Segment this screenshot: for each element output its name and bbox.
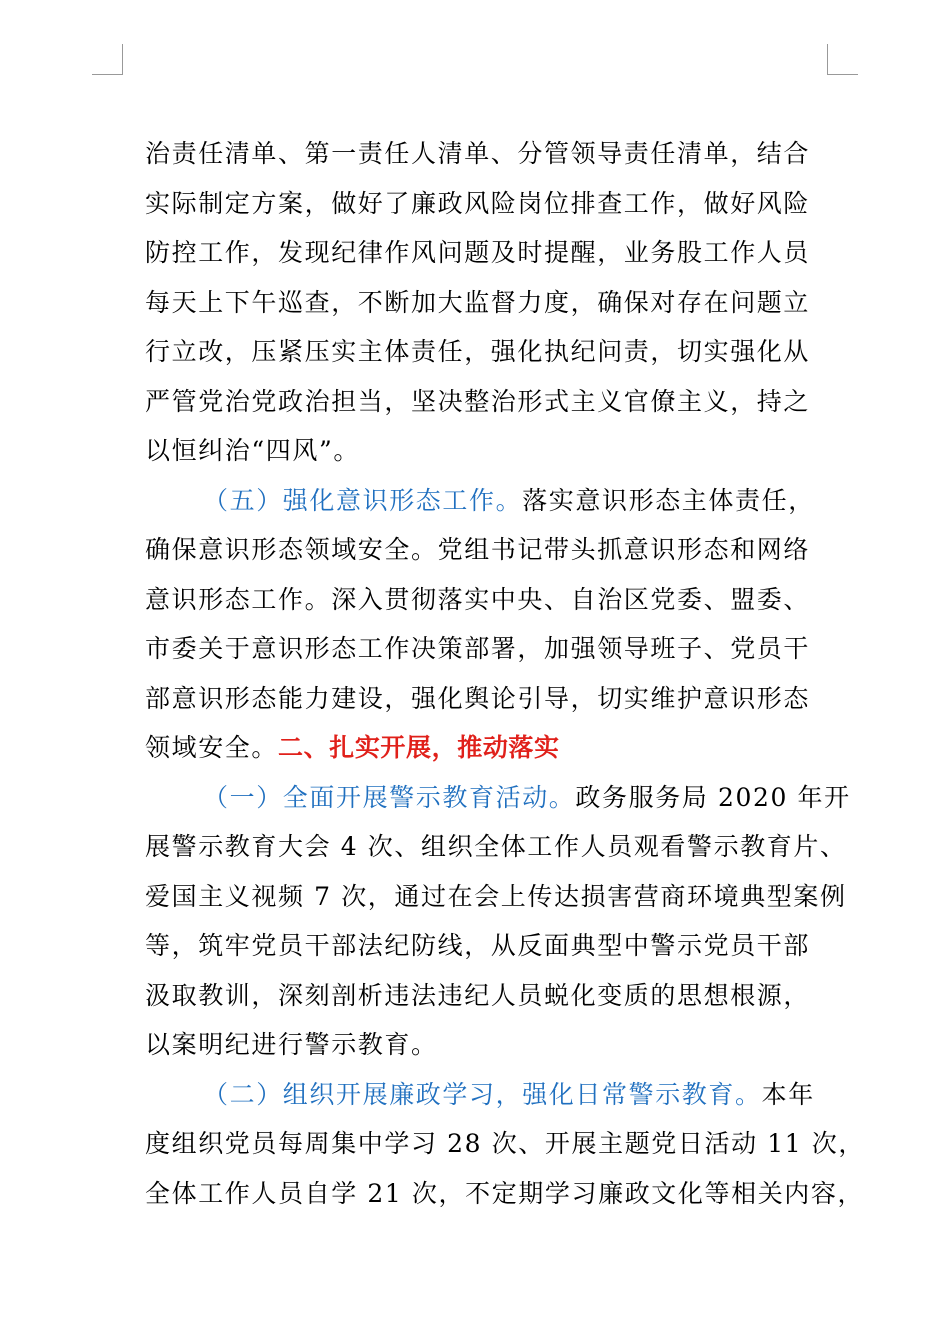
paragraph-text: 政务服务局 2020 年开 [575,782,851,812]
paragraph-line: 每天上下午巡查，不断加大监督力度，确保对存在问题立 [145,287,811,317]
paragraph-line: 确保意识形态领域安全。党组书记带头抓意识形态和网络 [145,535,811,564]
paragraph-line: 部意识形态能力建设，强化舆论引导，切实维护意识形态 [145,683,811,713]
paragraph-line: 全体工作人员自学 21 次，不定期学习廉政文化等相关内容， [145,1178,865,1208]
subheading-warning-education: （一）全面开展警示教育活动。 [203,782,576,812]
crop-mark-top-right [827,44,858,75]
paragraph-line: 防控工作，发现纪律作风问题及时提醒，业务股工作人员 [145,238,811,267]
paragraph-text: 本年 [761,1079,815,1109]
crop-mark-top-left [92,44,123,75]
paragraph-line: 展警示教育大会 4 次、组织全体工作人员观看警示教育片、 [145,832,847,861]
paragraph-first-line [145,1070,815,1120]
paragraph-text: 落实意识形态主体责任， [522,485,815,515]
paragraph-last-line [145,723,805,773]
paragraph-line: 等，筑牢党员干部法纪防线，从反面典型中警示党员干部 [145,931,811,960]
paragraph-line: 市委关于意识形态工作决策部署，加强领导班子、党员干 [145,634,811,663]
paragraph-first-line [145,773,851,823]
body-text [145,129,866,1218]
subheading-clean-study: （二）组织开展廉政学习，强化日常警示教育。 [203,1079,762,1109]
paragraph-text: 领域安全。 [145,733,279,762]
paragraph-line: 以恒纠治“四风”。 [145,436,360,465]
paragraph-line: 度组织党员每周集中学习 28 次、开展主题党日活动 11 次， [145,1129,866,1158]
subheading-ideology: （五）强化意识形态工作。 [203,485,523,515]
paragraph-line: 汲取教训，深刻剖析违法违纪人员蜕化变质的思想根源， [145,980,811,1010]
paragraph-first-line [145,476,815,526]
paragraph-line: 严管党治党政治担当，坚决整治形式主义官僚主义，持之 [145,386,811,416]
section-title: 二、扎实开展，推动落实 [278,733,560,762]
paragraph-line: 意识形态工作。深入贯彻落实中央、自治区党委、盟委、 [145,584,811,614]
paragraph-line: 以案明纪进行警示教育。 [145,1030,438,1059]
paragraph-line: 实际制定方案，做好了廉政风险岗位排查工作，做好风险 [145,188,811,218]
paragraph-line: 爱国主义视频 7 次，通过在会上传达损害营商环境典型案例 [145,881,847,911]
paragraph-line: 行立改，压紧压实主体责任，强化执纪问责，切实强化从 [145,337,811,366]
paragraph-line: 治责任清单、第一责任人清单、分管领导责任清单，结合 [145,139,811,168]
